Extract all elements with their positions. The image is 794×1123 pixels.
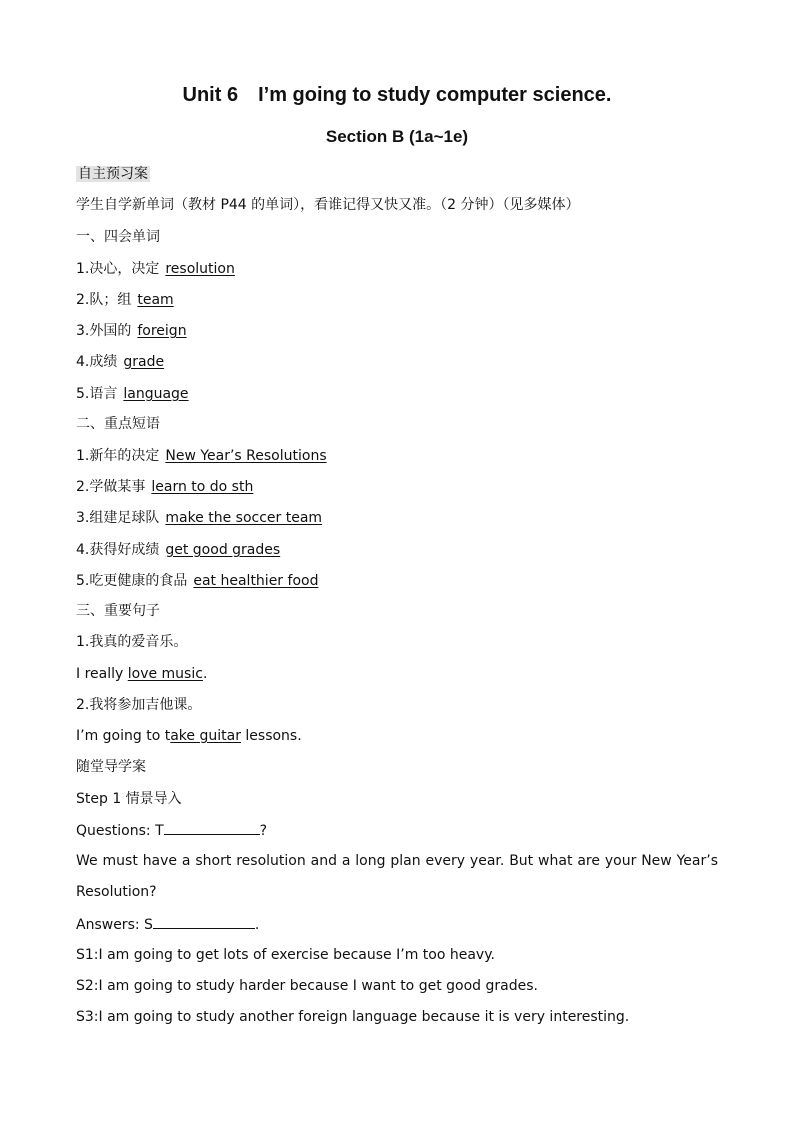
vocab-answer: resolution: [165, 261, 235, 277]
sentence-english: I’m going to take guitar lessons.: [76, 728, 302, 744]
phrase-item: 3.组建足球队 make the soccer team: [76, 510, 323, 526]
student-answer: S3:I am going to study another foreign language because it is very interesting.: [76, 1009, 630, 1025]
sentences-heading: 三、重要句子: [76, 603, 160, 619]
intro-text: 学生自学新单词（教材 P44 的单词），看谁记得又快又准。（2 分钟）（见多媒体）: [76, 197, 580, 213]
sentence-answer: love music: [127, 666, 203, 682]
vocab-answer: grade: [123, 354, 165, 370]
vocab-answer: foreign: [137, 323, 187, 339]
section-subtitle: Section B (1a~1e): [325, 127, 469, 146]
sentence-english: I really love music.: [76, 666, 208, 682]
vocab-item: 4.成绩 grade: [76, 354, 165, 370]
paragraph-line: We must have a short resolution and a long plan every year. But what are your New Year’s: [76, 853, 718, 869]
phrase-answer: get good grades: [165, 542, 281, 558]
answers-blank: [153, 914, 255, 929]
unit-label: Unit 6: [182, 84, 239, 106]
phrase-item: 5.吃更健康的食品 eat healthier food: [76, 573, 319, 589]
student-answer: S1:I am going to get lots of exercise because I’m too heavy.: [76, 947, 495, 963]
lesson-title: I’m going to study computer science.: [258, 84, 612, 106]
sentence-answer: ake guitar: [170, 728, 241, 744]
questions-blank: [164, 820, 260, 835]
phrase-item: 2.学做某事 learn to do sth: [76, 479, 254, 495]
sentence-chinese: 2.我将参加吉他课。: [76, 697, 202, 713]
phrase-item: 1.新年的决定 New Year’s Resolutions: [76, 448, 327, 464]
preview-label: 自主预习案: [78, 166, 148, 182]
vocab-item: 3.外国的 foreign: [76, 323, 187, 339]
phrases-heading: 二、重点短语: [76, 416, 160, 432]
student-answer: S2:I am going to study harder because I want to get good grades.: [76, 978, 538, 994]
paragraph-line: Resolution?: [76, 884, 157, 900]
vocab-item: 1.决心，决定 resolution: [76, 261, 235, 277]
guide-heading: 随堂导学案: [76, 759, 146, 775]
questions-line: Questions: T ?: [76, 820, 267, 841]
vocab-answer: language: [123, 386, 189, 402]
vocab-answer: team: [137, 292, 174, 308]
phrase-answer: make the soccer team: [165, 510, 323, 526]
step-heading: Step 1 情景导入: [76, 791, 182, 807]
answers-line: Answers: S .: [76, 914, 259, 935]
page-title: [0, 84, 794, 107]
vocab-item: 5.语言 language: [76, 386, 189, 402]
sentence-chinese: 1.我真的爱音乐。: [76, 634, 188, 650]
vocab-item: 2.队；组 team: [76, 292, 174, 308]
vocabulary-heading: 一、四会单词: [76, 229, 160, 245]
phrase-item: 4.获得好成绩 get good grades: [76, 542, 281, 558]
phrase-answer: New Year’s Resolutions: [165, 448, 327, 464]
phrase-answer: eat healthier food: [193, 573, 319, 589]
phrase-answer: learn to do sth: [151, 479, 254, 495]
